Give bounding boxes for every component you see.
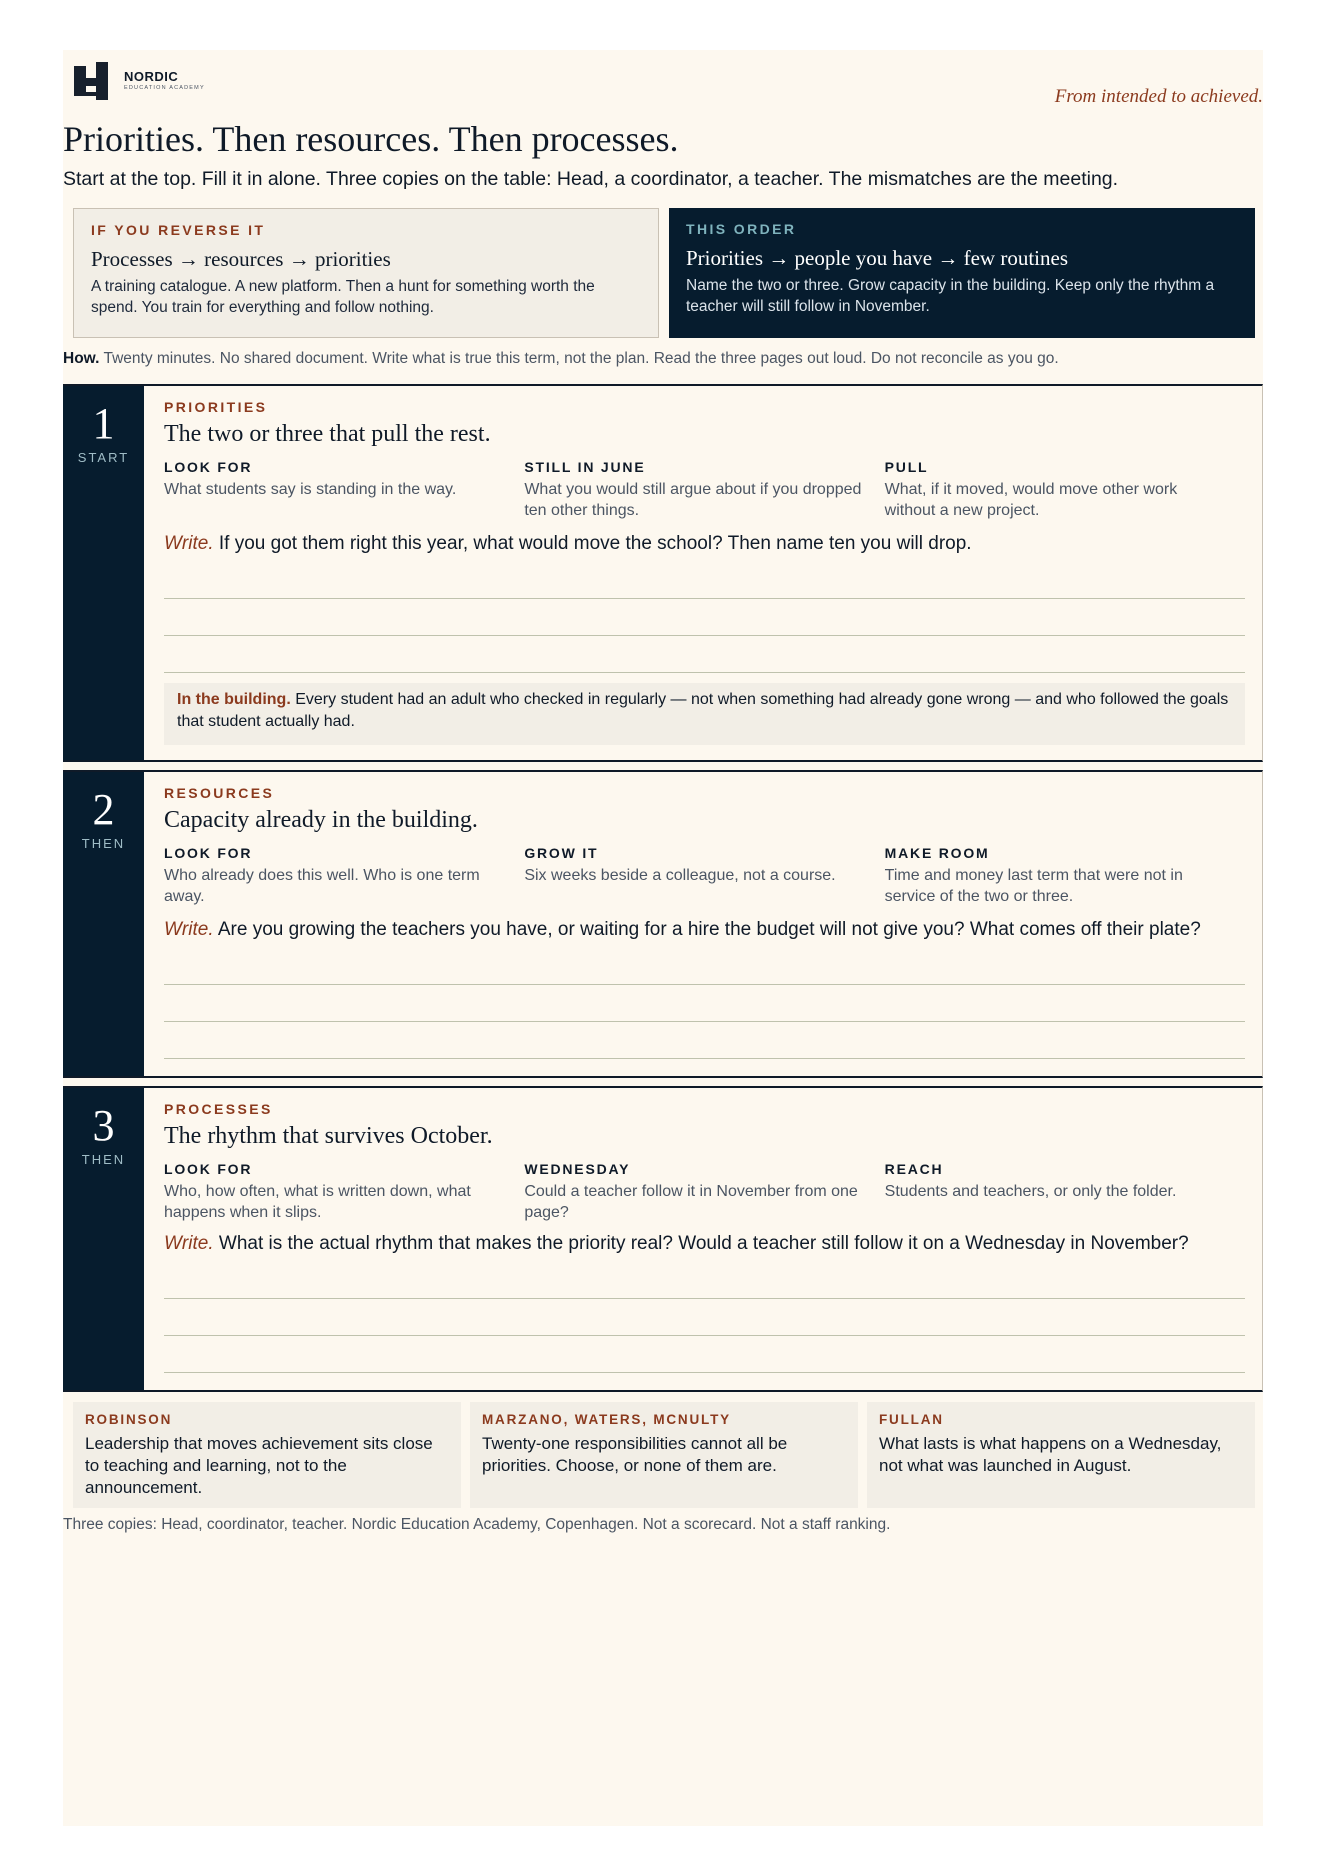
- step-title: Capacity already in the building.: [164, 807, 478, 833]
- quote-author: FULLAN: [879, 1412, 944, 1427]
- write-prompt: [164, 1233, 1189, 1255]
- prompt-column: [524, 1161, 884, 1223]
- step-label: PROCESSES: [164, 1101, 273, 1117]
- how-instructions: [63, 350, 1059, 368]
- write-text: If you got them right this year, what would move the school? Then name ten you will drop.: [218, 533, 972, 554]
- column-body: Who already does this well. Who is one term away.: [164, 867, 480, 905]
- page-subtitle: Start at the top. Fill it in alone. Three copies on the table: Head, a coordinator, a teacher. The mismatches are the meeting.: [63, 168, 1119, 190]
- step-tag: THEN: [81, 836, 126, 851]
- step-side: [63, 772, 144, 1076]
- tagline: From intended to achieved.: [1054, 86, 1263, 107]
- writing-line[interactable]: [164, 672, 1245, 673]
- order-body: Name the two or three. Grow capacity in the building. Keep only the rhythm a teacher will still follow in November.: [686, 277, 1215, 315]
- order-label: THIS ORDER: [686, 221, 797, 237]
- column-heading: MAKE ROOM: [884, 845, 990, 861]
- column-heading: PULL: [884, 459, 929, 475]
- prompt-column: [164, 1161, 524, 1223]
- column-heading: GROW IT: [524, 845, 599, 861]
- column-body: What, if it moved, would move other work without a new project.: [884, 481, 1178, 519]
- quote-card: [470, 1402, 858, 1508]
- step-priorities: [63, 384, 1263, 762]
- footer-note: Three copies: Head, coordinator, teacher. Nordic Education Academy, Copenhagen. Not a scorecard. Not a staff ranking.: [63, 1516, 891, 1533]
- reverse-label: IF YOU REVERSE IT: [91, 222, 266, 238]
- research-quotes: [73, 1402, 1255, 1508]
- nordic-logo-icon: [74, 62, 114, 100]
- write-prompt: [164, 919, 1201, 941]
- column-body: Could a teacher follow it in November from one page?: [524, 1183, 858, 1221]
- step-resources: [63, 770, 1263, 1078]
- step-label: PRIORITIES: [164, 399, 268, 415]
- reverse-heading: Processes → resources → priorities: [91, 247, 391, 271]
- quote-author: MARZANO, WATERS, MCNULTY: [482, 1412, 731, 1427]
- column-body: Time and money last term that were not in service of the two or three.: [884, 867, 1183, 905]
- step-tag: THEN: [81, 1152, 126, 1167]
- writing-line[interactable]: [164, 598, 1245, 599]
- write-text: What is the actual rhythm that makes the priority real? Would a teacher still follow it on a Wednesday in November?: [218, 1233, 1189, 1254]
- step-label: RESOURCES: [164, 785, 275, 801]
- step-side: [63, 386, 144, 760]
- write-label: Write.: [164, 1233, 214, 1254]
- column-heading: REACH: [884, 1161, 944, 1177]
- note-text: Every student had an adult who checked in regularly — not when something had already gone wrong — and who followed the goals that student actually had.: [177, 691, 1229, 730]
- writing-line[interactable]: [164, 635, 1245, 636]
- quote-text: Twenty-one responsibilities cannot all be priorities. Choose, or none of them are.: [482, 1434, 788, 1475]
- writing-line[interactable]: [164, 1298, 1245, 1299]
- page-title: Priorities. Then resources. Then processes.: [63, 119, 679, 159]
- write-label: Write.: [164, 533, 214, 554]
- quote-text: Leadership that moves achievement sits close to teaching and learning, not to the announcement.: [85, 1434, 433, 1497]
- reverse-body: A training catalogue. A new platform. Then a hunt for something worth the spend. You train for everything and follow nothing.: [91, 278, 595, 316]
- step-tag: START: [77, 450, 130, 465]
- quote-text: What lasts is what happens on a Wednesday, not what was launched in August.: [879, 1434, 1222, 1475]
- column-heading: LOOK FOR: [164, 459, 253, 475]
- step-side: [63, 1088, 144, 1390]
- prompt-column: [524, 459, 884, 521]
- order-heading: Priorities → people you have → few routines: [686, 246, 1068, 270]
- column-body: Six weeks beside a colleague, not a course.: [524, 867, 836, 884]
- column-body: What you would still argue about if you dropped ten other things.: [524, 481, 862, 519]
- quote-card: [73, 1402, 461, 1508]
- quote-card: [867, 1402, 1255, 1508]
- column-body: Students and teachers, or only the folder.: [884, 1183, 1177, 1200]
- quote-author: ROBINSON: [85, 1412, 173, 1427]
- logo-name: NORDIC: [124, 69, 179, 84]
- column-heading: LOOK FOR: [164, 1161, 253, 1177]
- step-title: The two or three that pull the rest.: [164, 421, 491, 447]
- step-number: 3: [92, 1101, 115, 1150]
- in-the-building-note: [164, 683, 1245, 745]
- logo-subtitle: EDUCATION ACADEMY: [124, 85, 205, 91]
- reverse-order-box: [73, 208, 659, 338]
- how-text: Twenty minutes. No shared document. Write what is true this term, not the plan. Read the three pages out loud. Do not reconcile as you go.: [103, 350, 1059, 367]
- column-body: Who, how often, what is written down, what happens when it slips.: [164, 1183, 471, 1221]
- prompt-column: [524, 845, 884, 907]
- prompt-column: [885, 1161, 1245, 1223]
- step-title: The rhythm that survives October.: [164, 1123, 493, 1149]
- write-prompt: [164, 533, 972, 555]
- column-heading: LOOK FOR: [164, 845, 253, 861]
- step-number: 2: [92, 785, 115, 834]
- prompt-column: [164, 459, 524, 521]
- how-label: How.: [63, 350, 100, 367]
- writing-line[interactable]: [164, 1335, 1245, 1336]
- writing-line[interactable]: [164, 984, 1245, 985]
- prompt-column: [885, 845, 1245, 907]
- step-processes: [63, 1086, 1263, 1392]
- prompt-column: [885, 459, 1245, 521]
- column-body: What students say is standing in the way.: [164, 481, 457, 498]
- writing-line[interactable]: [164, 1058, 1245, 1059]
- write-text: Are you growing the teachers you have, or waiting for a hire the budget will not give you? What comes off their plate?: [217, 919, 1201, 940]
- prompt-column: [164, 845, 524, 907]
- note-label: In the building.: [177, 691, 291, 708]
- step-number: 1: [92, 399, 115, 448]
- worksheet-page: [63, 50, 1263, 1826]
- writing-line[interactable]: [164, 1372, 1245, 1373]
- write-label: Write.: [164, 919, 214, 940]
- logo: [74, 62, 205, 100]
- writing-line[interactable]: [164, 1021, 1245, 1022]
- column-heading: STILL IN JUNE: [524, 459, 646, 475]
- column-heading: WEDNESDAY: [524, 1161, 631, 1177]
- this-order-box: [669, 208, 1255, 338]
